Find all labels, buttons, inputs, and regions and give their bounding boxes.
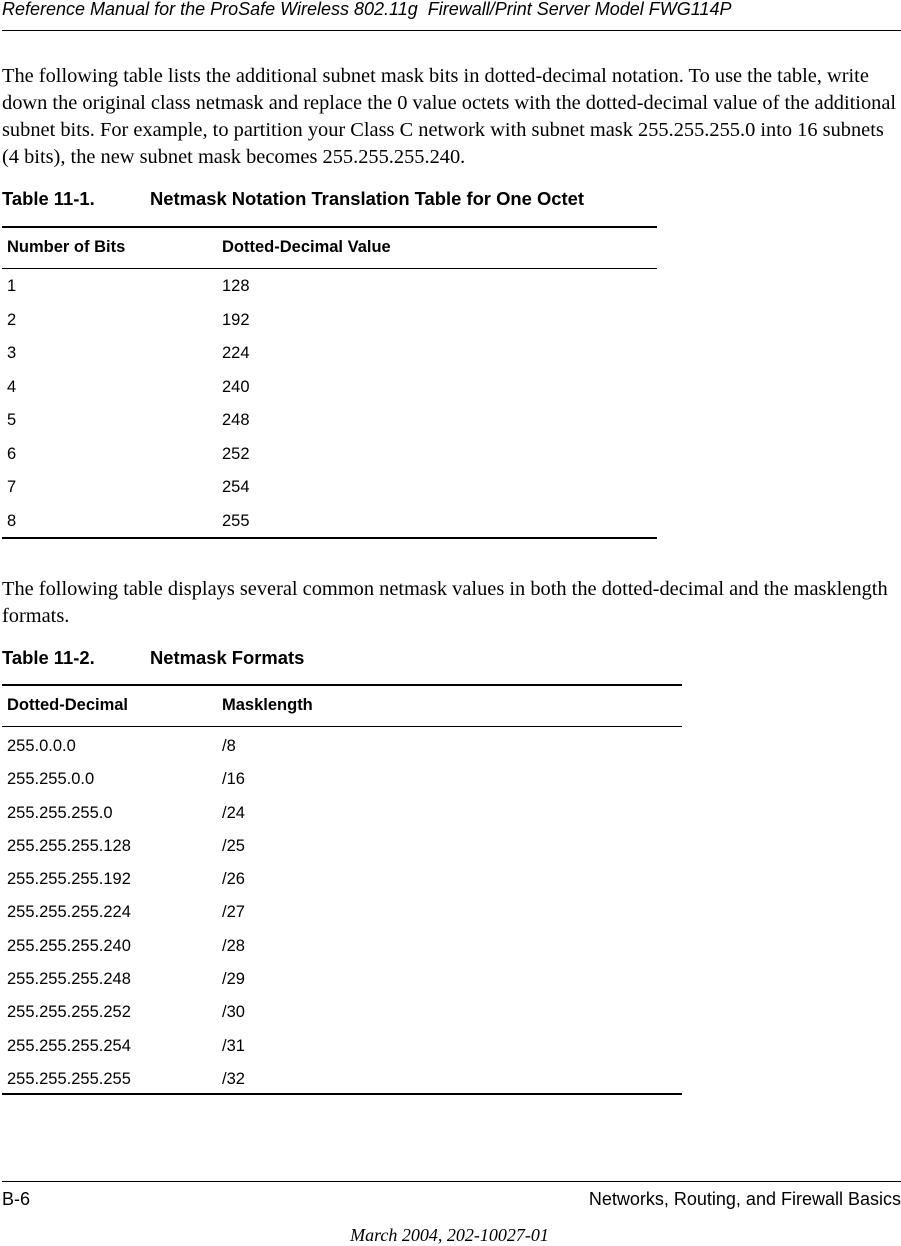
- table-row: [2, 403, 657, 437]
- table-row: [2, 960, 682, 993]
- cell-value: 240: [222, 377, 250, 396]
- cell-bits: 5: [7, 411, 17, 429]
- table-row: [2, 727, 682, 760]
- cell-dotted-decimal: 255.255.255.192: [7, 870, 131, 889]
- page-number: B-6: [2, 1189, 31, 1209]
- table-row: [2, 860, 682, 893]
- cell-value: 248: [222, 411, 250, 429]
- cell-masklength: /31: [222, 1036, 245, 1055]
- table-row: [2, 504, 657, 538]
- cell-masklength: /8: [222, 737, 236, 755]
- table-bottom-rule: [2, 1093, 682, 1095]
- cell-dotted-decimal: 255.255.0.0: [7, 770, 95, 789]
- cell-dotted-decimal: 255.255.255.128: [7, 836, 131, 855]
- table-bottom-rule: [2, 537, 657, 539]
- table-row: [2, 993, 682, 1026]
- cell-bits: 2: [7, 310, 17, 329]
- table-1-number: Table 11-1.: [2, 188, 95, 209]
- table-header-row: [2, 228, 657, 269]
- section-name: Networks, Routing, and Firewall Basics: [588, 1189, 901, 1209]
- table-2-title: Netmask Formats: [150, 647, 305, 668]
- cell-masklength: /27: [222, 903, 245, 922]
- cell-value: 128: [222, 277, 250, 295]
- cell-dotted-decimal: 255.0.0.0: [7, 737, 76, 755]
- page-header: [2, 0, 901, 31]
- table-2-caption: [2, 647, 682, 671]
- cell-masklength: /16: [222, 770, 245, 789]
- cell-value: 224: [222, 344, 250, 362]
- cell-dotted-decimal: 255.255.255.255: [7, 1069, 131, 1088]
- cell-bits: 4: [7, 377, 17, 396]
- cell-dotted-decimal: 255.255.255.224: [7, 903, 131, 922]
- table-2-number: Table 11-2.: [2, 647, 95, 668]
- intro-paragraph: The following table lists the additional subnet mask bits in dotted-decimal notation. To use the table, write down the original class netmask and replace the 0 value octets with the dotted-decimal value of the additional subnet bits. For example, to partition your Class C network with subnet mask 255.255.255.0 into 16 subnets (4 bits), the new subnet mask becomes 255.255.255.240.: [2, 65, 897, 168]
- cell-masklength: /32: [222, 1069, 245, 1088]
- cell-value: 252: [222, 444, 250, 463]
- cell-dotted-decimal: 255.255.255.254: [7, 1036, 131, 1055]
- second-paragraph: The following table displays several common netmask values in both the dotted-decimal and the masklength formats.: [2, 578, 888, 627]
- table-row: [2, 336, 657, 370]
- table-row: [2, 1060, 682, 1093]
- column-header-dotted-decimal: Dotted-Decimal: [7, 696, 129, 714]
- cell-value: 254: [222, 478, 250, 496]
- table-body: [2, 727, 682, 1093]
- table-1-title: Netmask Notation Translation Table for One Octet: [150, 188, 584, 209]
- cell-value: 192: [222, 310, 250, 329]
- table-row: [2, 794, 682, 827]
- cell-dotted-decimal: 255.255.255.0: [7, 803, 113, 822]
- table-row: [2, 760, 682, 793]
- cell-masklength: /25: [222, 836, 245, 855]
- manual-title: Reference Manual for the ProSafe Wireless 802.11g Firewall/Print Server Model FWG114P: [2, 0, 732, 19]
- cell-bits: 3: [7, 344, 17, 362]
- column-header-masklength: Masklength: [222, 696, 313, 714]
- cell-bits: 1: [7, 277, 17, 295]
- cell-masklength: /24: [222, 803, 245, 822]
- table-row: [2, 269, 657, 303]
- table-body: [2, 269, 657, 537]
- table-1-caption: [2, 188, 657, 212]
- cell-dotted-decimal: 255.255.255.252: [7, 1003, 131, 1022]
- table-row: [2, 1027, 682, 1060]
- page-footer: [2, 1181, 901, 1209]
- table-row: [2, 370, 657, 404]
- table-row: [2, 437, 657, 471]
- table-row: [2, 893, 682, 926]
- column-header-dotted-decimal-value: Dotted-Decimal Value: [222, 238, 391, 256]
- cell-dotted-decimal: 255.255.255.248: [7, 970, 131, 989]
- table-row: [2, 827, 682, 860]
- cell-bits: 6: [7, 444, 17, 463]
- table-row: [2, 303, 657, 337]
- cell-masklength: /29: [222, 970, 245, 989]
- cell-value: 255: [222, 511, 250, 530]
- table-header-row: [2, 686, 682, 727]
- cell-masklength: /28: [222, 936, 245, 955]
- cell-bits: 7: [7, 478, 17, 496]
- publication-date: March 2004, 202-10027-01: [350, 1225, 549, 1245]
- cell-masklength: /30: [222, 1003, 245, 1022]
- cell-masklength: /26: [222, 870, 245, 889]
- table-row: [2, 927, 682, 960]
- column-header-number-of-bits: Number of Bits: [7, 238, 126, 256]
- cell-bits: 8: [7, 511, 17, 530]
- table-row: [2, 470, 657, 504]
- netmask-formats-table: [2, 684, 682, 1095]
- netmask-translation-table: [2, 226, 657, 539]
- cell-dotted-decimal: 255.255.255.240: [7, 936, 131, 955]
